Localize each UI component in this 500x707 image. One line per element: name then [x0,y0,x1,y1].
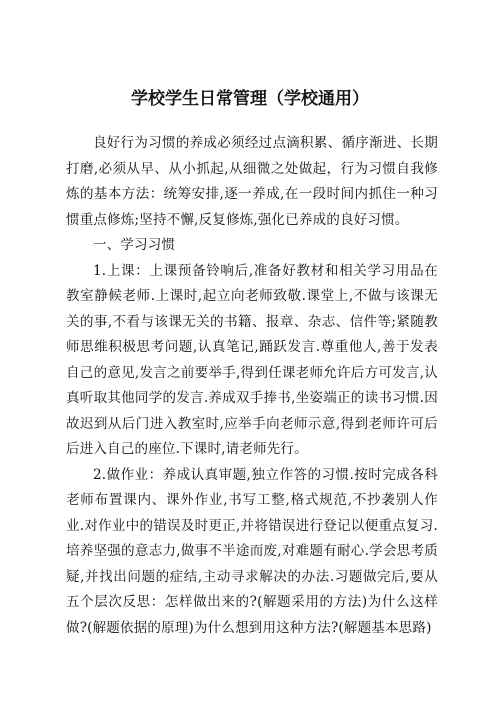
section-heading-study-habits: 一、学习习惯 [93,237,176,253]
paragraph-attending-class: 1.上课：上课预备铃响后,准备好教材和相关学习用品在教室静候老师.上课时,起立向老师致敬.课堂上,不做与该课无关的事,不看与该课无关的书籍、报章、杂志、信件等;紧随教师思维积极思考问题,认真笔记,踊跃发言.尊重他人,善于发表自己的意见,发言之前要举手,得到任课老师允许后方可发言,认真听取其他同学的发言.养成双手捧书,坐姿端正的读书习惯.因故迟到从后门进入教室时,应举手向老师示意,得到老师许可后后进入自己的座位.下课时,请老师先行。 [66,262,438,457]
document-body [66,131,438,641]
document-title: 学校学生日常管理（学校通用） [131,89,369,109]
paragraph-homework: 2.做作业：养成认真审题,独立作答的习惯.按时完成各科老师布置课内、课外作业,书写工整,格式规范,不抄袭别人作业.对作业中的错误及时更正,并将错误进行登记以便重点复习.培养坚强的意志力,做事不半途而废,对难题有耐心.学会思考质疑,并找出问题的症结,主动寻求解决的办法.习题做完后,要从五个层次反思：怎样做出来的?(解题采用的方法)为什么这样做?(解题依据的原理)为什么想到用这种方法?(解题基本思路) [66,466,438,636]
intro-paragraph: 良好行为习惯的养成必须经过点滴积累、循序渐进、长期打磨,必须从早、从小抓起,从细微之处做起，行为习惯自我修炼的基本方法：统筹安排,逐一养成,在一段时间内抓住一种习惯重点修炼;坚持不懈,反复修炼,强化已养成的良好习惯。 [66,135,438,228]
